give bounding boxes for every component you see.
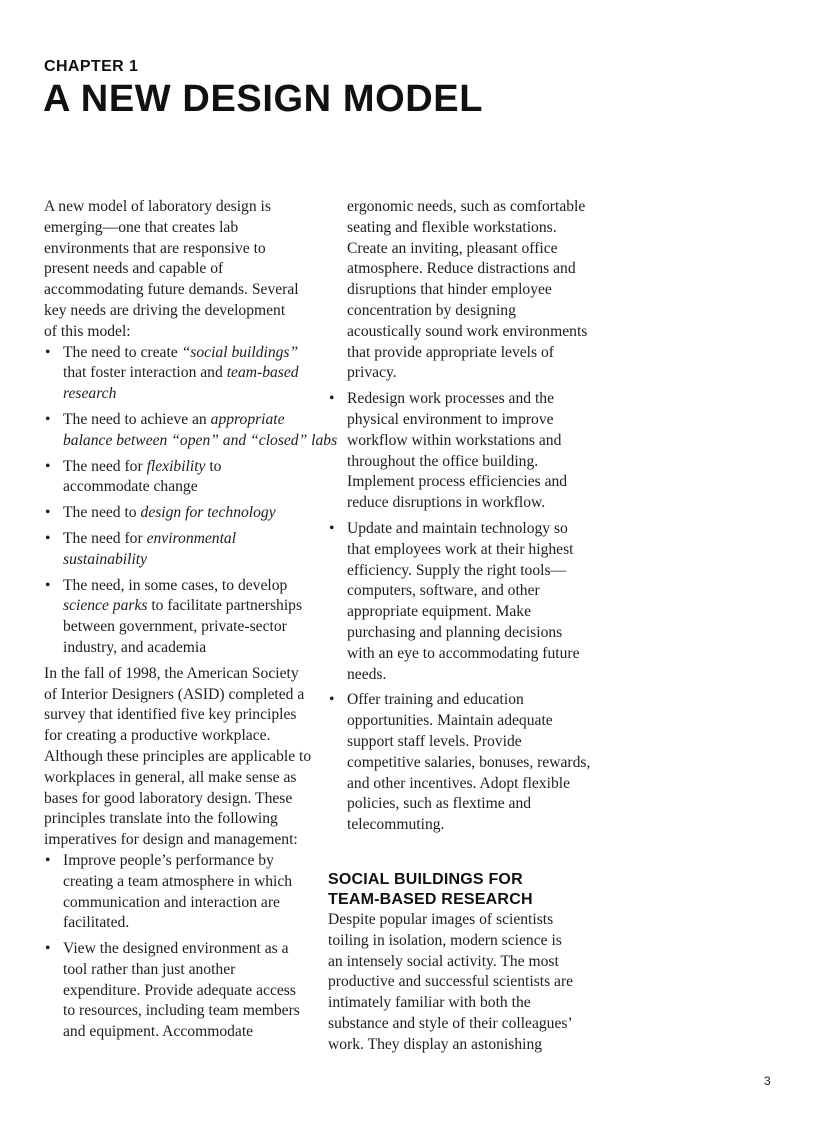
italic-emphasis: “social buildings” bbox=[181, 343, 299, 361]
bullet-text-line: physical environment to improve bbox=[347, 410, 554, 428]
text-line: for creating a productive workplace. bbox=[44, 727, 271, 745]
text-line: seating and flexible workstations. bbox=[347, 218, 557, 236]
bullet-icon: • bbox=[45, 851, 51, 869]
bullet-icon: • bbox=[45, 940, 51, 958]
text-line: environments that are responsive to bbox=[44, 239, 266, 257]
imperatives-list-right bbox=[328, 389, 598, 836]
bullet-text-line: throughout the office building. bbox=[347, 452, 539, 470]
bullet-text-line bbox=[63, 384, 320, 405]
text-line: ergonomic needs, such as comfortable bbox=[347, 198, 586, 215]
text-line: In the fall of 1998, the American Society bbox=[44, 664, 299, 682]
bullet-item bbox=[328, 389, 598, 514]
bullet-text-line bbox=[63, 550, 320, 571]
imperatives-list-left bbox=[44, 851, 320, 1043]
italic-emphasis: sustainability bbox=[63, 550, 148, 568]
bullet-icon: • bbox=[45, 504, 51, 522]
text-line: concentration by designing bbox=[347, 301, 516, 319]
bullet-text-line: support staff levels. Provide bbox=[347, 732, 522, 750]
bullet-item bbox=[44, 576, 320, 659]
italic-emphasis: flexibility bbox=[146, 457, 206, 475]
text-line: present needs and capable of bbox=[44, 260, 224, 278]
bullet-text-line: between government, private-sector bbox=[63, 618, 287, 636]
text-line: Although these principles are applicable to bbox=[44, 747, 312, 765]
italic-emphasis: design for technology bbox=[140, 504, 276, 522]
bullet-text-line: science parks to facilitate partnerships bbox=[63, 597, 303, 615]
bullet-item bbox=[44, 939, 320, 1043]
text-line: Despite popular images of scientists bbox=[328, 910, 554, 928]
text-line: disruptions that hinder employee bbox=[347, 281, 552, 299]
text-line: survey that identified five key principles bbox=[44, 706, 297, 724]
text-line: work. They display an astonishing bbox=[328, 1035, 543, 1053]
bullet-text-line: opportunities. Maintain adequate bbox=[347, 712, 553, 730]
italic-emphasis: team-based bbox=[226, 364, 299, 382]
heading-line: SOCIAL BUILDINGS FOR bbox=[328, 870, 523, 888]
bullet-text-line: computers, software, and other bbox=[347, 582, 540, 600]
bullet-text-line: Implement process efficiencies and bbox=[347, 473, 568, 491]
text-line: privacy. bbox=[347, 364, 397, 382]
bullet-text-line: The need to create “social buildings” bbox=[63, 343, 299, 361]
text-line: Create an inviting, pleasant office bbox=[347, 239, 558, 257]
text-line: emerging—one that creates lab bbox=[44, 218, 239, 236]
bullet-text-line: and other incentives. Adopt flexible bbox=[347, 774, 571, 792]
text-line: of Interior Designers (ASID) completed a bbox=[44, 685, 305, 703]
bullet-text-line: tool rather than just another bbox=[63, 960, 236, 978]
italic-emphasis: research bbox=[63, 385, 117, 403]
text-line: that provide appropriate levels of bbox=[347, 343, 554, 361]
bullet-item bbox=[44, 457, 320, 499]
bullet-text-line: efficiency. Supply the right tools— bbox=[347, 561, 567, 579]
bullet-text-line: purchasing and planning decisions bbox=[347, 623, 563, 641]
bullet-text-line: with an eye to accommodating future bbox=[347, 644, 580, 662]
chapter-title: A NEW DESIGN MODEL bbox=[43, 78, 484, 120]
bullet-text-line: creating a team atmosphere in which bbox=[63, 872, 293, 890]
text-line: substance and style of their colleagues’ bbox=[328, 1014, 573, 1032]
bullet-text-line: appropriate equipment. Make bbox=[347, 603, 532, 621]
bullet-text-line: The need, in some cases, to develop bbox=[63, 576, 288, 594]
bullet-item bbox=[44, 851, 320, 934]
text-line: productive and successful scientists are bbox=[328, 973, 574, 991]
bullet-text-line: Offer training and education bbox=[347, 691, 524, 709]
bullet-text-line: The need for environmental bbox=[63, 529, 237, 547]
bullet-text-line: Redesign work processes and the bbox=[347, 390, 554, 408]
bullet-text-line: to resources, including team members bbox=[63, 1002, 300, 1020]
bullet-text-line: and equipment. Accommodate bbox=[63, 1023, 254, 1041]
bullet-text-line: policies, such as flextime and bbox=[347, 795, 532, 813]
text-line: an intensely social activity. The most bbox=[328, 952, 559, 970]
italic-emphasis: balance between “open” and “closed” labs bbox=[63, 431, 338, 449]
bullet-icon: • bbox=[45, 457, 51, 475]
bullet-text-line: that employees work at their highest bbox=[347, 540, 574, 558]
bullet-text-line: The need to achieve an appropriate bbox=[63, 410, 285, 428]
bullet-text-line: industry, and academia bbox=[63, 638, 207, 656]
section-body bbox=[328, 910, 598, 1056]
bullet-icon: • bbox=[329, 519, 335, 537]
text-line: of this model: bbox=[44, 322, 131, 340]
text-line: atmosphere. Reduce distractions and bbox=[347, 260, 576, 278]
text-line: principles translate into the following bbox=[44, 810, 278, 828]
bullet-text-line: telecommuting. bbox=[347, 816, 445, 834]
bullet-text-line: The need for flexibility to bbox=[63, 457, 222, 475]
bullet-text-line: View the designed environment as a bbox=[63, 940, 289, 958]
italic-emphasis: appropriate bbox=[210, 410, 285, 428]
bullet-item bbox=[328, 690, 598, 836]
bullet-text-line: The need to design for technology bbox=[63, 504, 276, 522]
bullet-item bbox=[44, 529, 320, 571]
left-column bbox=[44, 197, 338, 1043]
bullet-text-line bbox=[63, 431, 338, 452]
italic-emphasis: science parks bbox=[63, 597, 148, 615]
bullet-icon: • bbox=[329, 691, 335, 709]
bullet-icon: • bbox=[45, 410, 51, 428]
bullet-text-line: reduce disruptions in workflow. bbox=[347, 494, 546, 512]
heading-line: TEAM-BASED RESEARCH bbox=[328, 890, 533, 908]
needs-list bbox=[44, 343, 338, 659]
bullet-icon: • bbox=[45, 576, 51, 594]
bullet-item bbox=[44, 410, 338, 452]
text-line: intimately familiar with both the bbox=[328, 994, 531, 1012]
text-line: bases for good laboratory design. These bbox=[44, 789, 293, 807]
bullet-text-line: needs. bbox=[347, 665, 387, 683]
bullet-text-line: facilitated. bbox=[63, 914, 130, 932]
bullet-text-line: that foster interaction and team-based bbox=[63, 364, 299, 382]
section-heading bbox=[328, 870, 598, 910]
bullet-item bbox=[44, 343, 320, 405]
bullet-text-line: communication and interaction are bbox=[63, 893, 280, 911]
bullet-text-line: accommodate change bbox=[63, 478, 198, 496]
asid-paragraph bbox=[44, 664, 320, 851]
text-line: A new model of laboratory design is bbox=[44, 198, 271, 215]
bullet-item bbox=[44, 503, 320, 524]
text-line: acoustically sound work environments bbox=[347, 322, 588, 340]
right-column bbox=[328, 197, 598, 1055]
bullet-text-line: expenditure. Provide adequate access bbox=[63, 981, 296, 999]
bullet-icon: • bbox=[329, 390, 335, 408]
text-line: accommodating future demands. Several bbox=[44, 281, 299, 299]
bullet-text-line: Improve people’s performance by bbox=[63, 851, 274, 869]
page-number: 3 bbox=[764, 1074, 771, 1088]
intro-paragraph bbox=[44, 197, 320, 343]
italic-emphasis: environmental bbox=[146, 529, 237, 547]
bullet-text-line: competitive salaries, bonuses, rewards, bbox=[347, 753, 591, 771]
text-line: toiling in isolation, modern science is bbox=[328, 931, 562, 949]
text-line: workplaces in general, all make sense as bbox=[44, 768, 297, 786]
text-line: key needs are driving the development bbox=[44, 301, 286, 319]
bullet-item bbox=[328, 519, 598, 685]
continued-bullet-text bbox=[328, 197, 598, 384]
text-line: imperatives for design and management: bbox=[44, 831, 298, 849]
bullet-text-line: workflow within workstations and bbox=[347, 431, 562, 449]
bullet-text-line: Update and maintain technology so bbox=[347, 519, 568, 537]
bullet-icon: • bbox=[45, 529, 51, 547]
chapter-label: CHAPTER 1 bbox=[44, 58, 139, 75]
bullet-icon: • bbox=[45, 343, 51, 361]
